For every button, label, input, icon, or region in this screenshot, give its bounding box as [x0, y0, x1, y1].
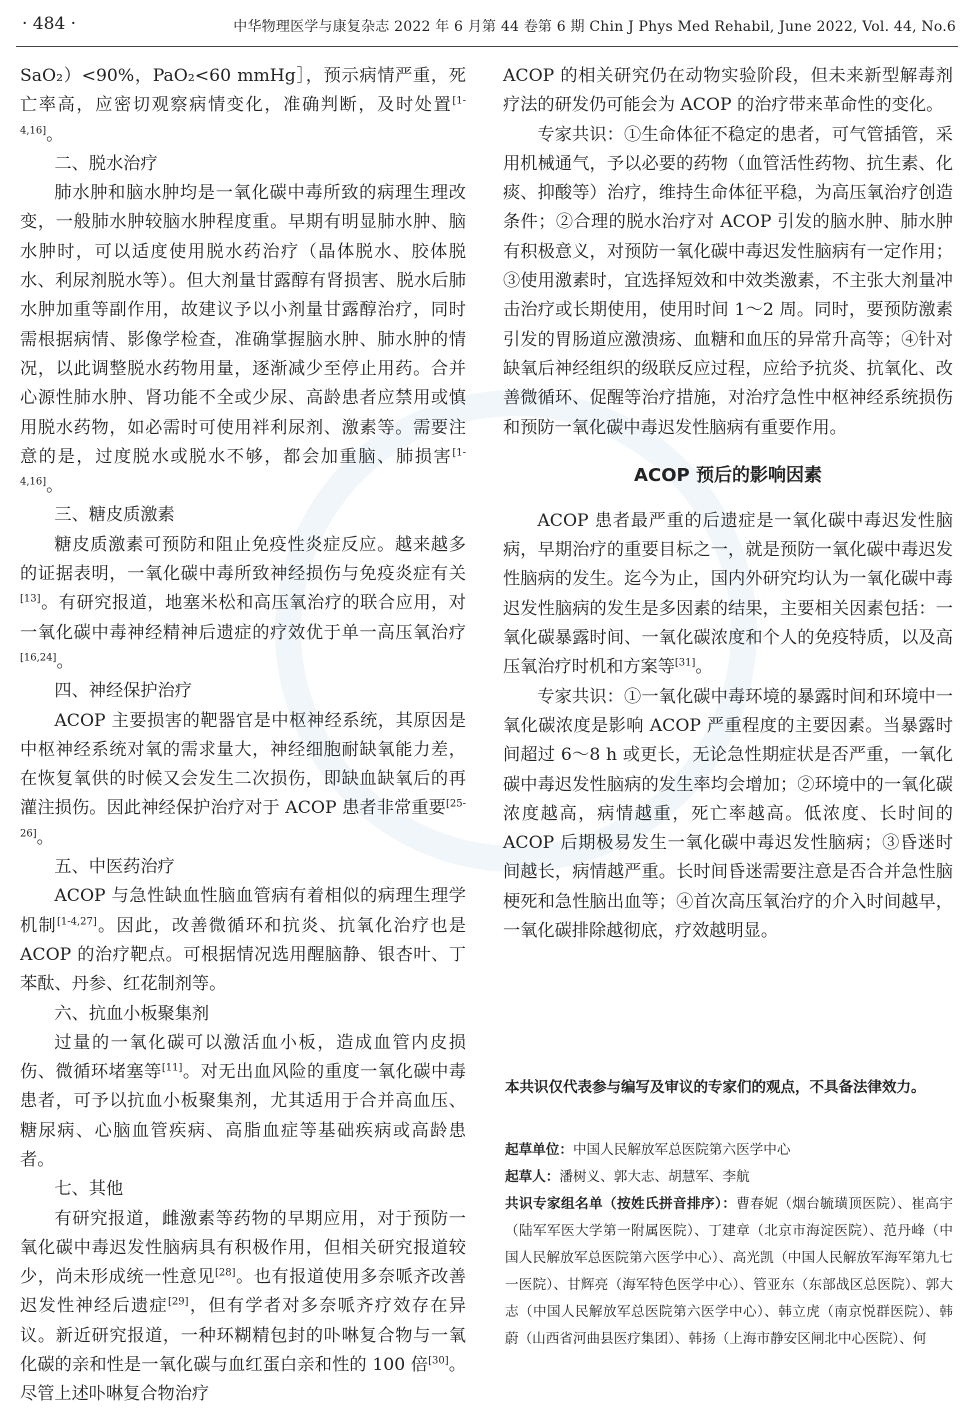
subsection-heading: 七、其他 — [54, 1179, 124, 1200]
paragraph: ACOP 主要损害的靶器官是中枢神经系统，其原因是中枢神经系统对氧的需求量大，神经细胞耐缺氧能力差，在恢复氧供的时候又会发生二次损伤，即缺血缺氧后的再灌注损伤。因此神经保护治疗对于 ACOP 患者非常重要[25-26]。 — [20, 710, 466, 848]
paragraph: 有研究报道，雌激素等药物的早期应用，对于预防一氧化碳中毒迟发性脑病具有积极作用，但相关研究报道较少，尚未形成统一性意见[28]。也有报道使用多奈哌齐改善迟发性神经后遗症[29]，但有学者对多奈哌齐疗效存在异议。新近研究报道，一种环糊精包封的卟啉复合物与一氧化碳的亲和性是一氧化碳与血红蛋白亲和性的 100 倍[30]。尽管上述卟啉复合物治疗 — [20, 1208, 466, 1405]
citation: [31] — [674, 657, 696, 669]
citation: [1-4,16] — [20, 95, 466, 136]
citation: [1-4,27] — [56, 915, 97, 927]
right-column — [503, 62, 953, 946]
left-column — [20, 62, 466, 1410]
credits-block — [505, 1137, 953, 1353]
paragraph: SaO₂）<90%，PaO₂<60 mmHg］，预示病情严重，死亡率高，应密切观察病情变化，准确判断，及时处置[1-4,16]。 — [20, 66, 466, 145]
citation: [1-4,16] — [20, 447, 466, 488]
citation: [25-26] — [20, 798, 466, 839]
consensus-paragraph: 专家共识：①一氧化碳中毒环境的暴露时间和环境中一氧化碳浓度是影响 ACOP 严重程度的主要因素。当暴露时间超过 6～8 h 或更长，无论急性期症状是否严重，一氧化碳中毒迟发性脑病的发生率均会增加；②环境中的一氧化碳浓度越高，病情越重，死亡率越高。低浓度、长时间的 ACOP 后期极易发生一氧化碳中毒迟发性脑病；③昏迷时间越长，病情越严重。长时间昏迷需要注意是否合并急性脑梗死和急性脑出血等；④首次高压氧治疗的介入时间越早，一氧化碳排除越彻底，疗效越明显。 — [503, 686, 953, 942]
subsection-heading: 六、抗血小板聚集剂 — [54, 1003, 210, 1024]
paragraph: ACOP 的相关研究仍在动物实验阶段，但未来新型解毒剂疗法的研发仍可能会为 ACOP 的治疗带来革命性的变化。 — [503, 66, 953, 116]
citation: [11] — [161, 1062, 183, 1074]
expert-list: 共识专家组名单（按姓氏拼音排序）：曹春妮（烟台毓璜顶医院）、崔高宇（陆军军医大学第一附属医院）、丁建章（北京市海淀医院）、范丹峰（中国人民解放军总医院第六医学中心）、高光凯（中国人民解放军海军第九七一医院）、甘辉亮（海军特色医学中心）、管亚东（东部战区总医院）、郭大志（中国人民解放军总医院第六医学中心）、韩立虎（南京悦群医院）、韩蔚（山西省河曲县医疗集团）、韩扬（上海市静安区闸北中心医院）、何 — [505, 1196, 953, 1347]
subsection-heading: 三、糖皮质激素 — [54, 505, 175, 526]
subsection-heading: 二、脱水治疗 — [54, 153, 158, 174]
citation: [28] — [215, 1267, 236, 1279]
paragraph: ACOP 与急性缺血性脑血管病有着相似的病理生理学机制[1-4,27]。因此，改善微循环和抗炎、抗氧化治疗也是 ACOP 的治疗靶点。可根据情况选用醒脑静、银杏叶、丁苯酞、丹参、红花制剂等。 — [20, 886, 466, 995]
header-rule — [16, 46, 958, 47]
page-header — [0, 0, 970, 44]
drafting-unit: 起草单位：中国人民解放军总医院第六医学中心 — [505, 1142, 791, 1158]
citation: [13] — [20, 593, 41, 605]
paragraph: ACOP 患者最严重的后遗症是一氧化碳中毒迟发性脑病，早期治疗的重要目标之一，就是预防一氧化碳中毒迟发性脑病的发生。迄今为止，国内外研究均认为一氧化碳中毒迟发性脑病的发生是多因素的结果，主要相关因素包括：一氧化碳暴露时间、一氧化碳浓度和个人的免疫特质，以及高压氧治疗时机和方案等[31]。 — [503, 510, 953, 678]
citation: [30] — [428, 1355, 449, 1367]
subsection-heading: 五、中医药治疗 — [54, 857, 175, 878]
paragraph: 肺水肿和脑水肿均是一氧化碳中毒所致的病理生理改变，一般肺水肿较脑水肿程度重。早期有明显肺水肿、脑水肿时，可以适度使用脱水药治疗（晶体脱水、胶体脱水、利尿剂脱水等）。但大剂量甘露醇有肾损害、脱水后肺水肿加重等副作用，故建议予以小剂量甘露醇治疗，同时需根据病情、影像学检查，准确掌握脑水肿、肺水肿的情况，以此调整脱水药物用量，逐渐减少至停止用药。合并心源性肺水肿、肾功能不全或少尿、高龄患者应禁用或慎用脱水药物，如必需时可使用袢利尿剂、激素等。需要注意的是，过度脱水或脱水不够，都会加重脑、肺损害[1-4,16]。 — [20, 183, 466, 497]
page-number: · 484 · — [22, 14, 77, 34]
journal-running-head: 中华物理医学与康复杂志 2022 年 6 月第 44 卷第 6 期 Chin J Phys Med Rehabil, June 2022, Vol. 44, No.6 — [233, 19, 956, 35]
section-heading: ACOP 预后的影响因素 — [634, 464, 822, 486]
disclaimer-note: 本共识仅代表参与编写及审议的专家们的观点，不具备法律效力。 — [505, 1080, 926, 1096]
citation: [16,24] — [20, 652, 57, 664]
paragraph: 糖皮质激素可预防和阻止免疫性炎症反应。越来越多的证据表明，一氧化碳中毒所致神经损伤与免疫炎症有关[13]。有研究报道，地塞米松和高压氧治疗的联合应用，对一氧化碳中毒神经精神后遗症的疗效优于单一高压氧治疗[16,24]。 — [20, 534, 466, 672]
paragraph: 过量的一氧化碳可以激活血小板，造成血管内皮损伤、微循环堵塞等[11]。对无出血风险的重度一氧化碳中毒患者，可予以抗血小板聚集剂，尤其适用于合并高血压、糖尿病、心脑血管疾病、高脂血症等基础疾病或高龄患者。 — [20, 1032, 466, 1170]
drafters: 起草人：潘树义、郭大志、胡慧军、李航 — [505, 1169, 750, 1185]
subsection-heading: 四、神经保护治疗 — [54, 681, 192, 702]
consensus-paragraph: 专家共识：①生命体征不稳定的患者，可气管插管，采用机械通气，予以必要的药物（血管活性药物、抗生素、化痰、抑酸等）治疗，维持生命体征平稳，为高压氧治疗创造条件；②合理的脱水治疗对 ACOP 引发的脑水肿、肺水肿有积极意义，对预防一氧化碳中毒迟发性脑病有一定作用；③使用激素时，宜选择短效和中效类激素，不主张大剂量冲击治疗或长期使用，使用时间 1～2 周。同时，要预防激素引发的胃肠道应激溃疡、血糖和血压的异常升高等；④针对缺氧后神经组织的级联反应过程，应给予抗炎、抗氧化、改善微循环、促醒等治疗措施，对治疗急性中枢神经系统损伤和预防一氧化碳中毒迟发性脑病有重要作用。 — [503, 124, 953, 438]
citation: [29] — [167, 1296, 189, 1308]
